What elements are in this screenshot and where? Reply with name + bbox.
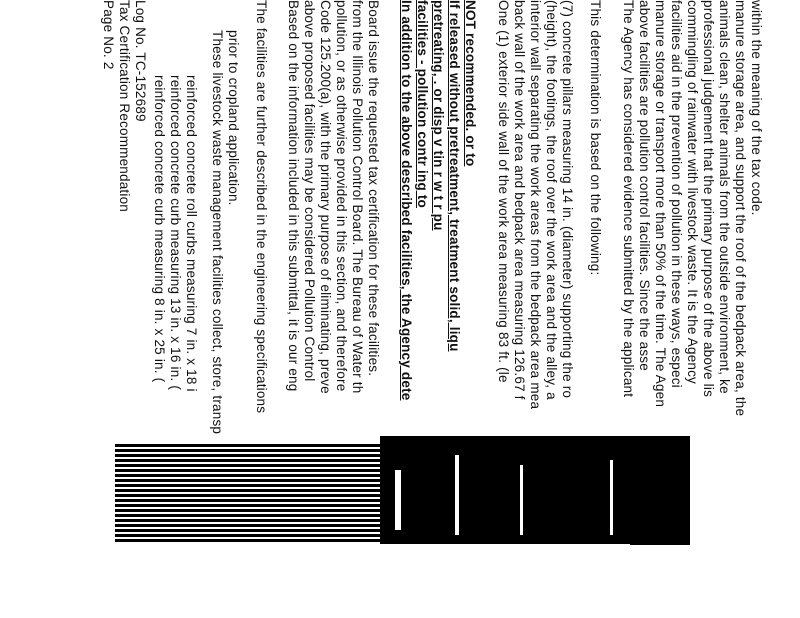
item-line: reinforced concrete roll curbs measuring 7 in. x 18 i xyxy=(184,75,199,392)
paragraph-line: (7) concrete pillars measuring 14 in. (diameter) supporting the ro xyxy=(560,0,575,399)
paragraph-line: above proposed facilities may be considered Pollution Control xyxy=(302,0,317,382)
paragraph-line: NOT recommended. or to xyxy=(463,0,478,167)
log-number: Log No. TC-152689 xyxy=(133,0,148,122)
paragraph-line: The Agency has considered evidence submitted by the applicant xyxy=(621,0,636,398)
paragraph-line: facilities aid in the prevention of pollution in these ways, especi xyxy=(669,0,684,388)
paragraph-line: prior to cropland application. xyxy=(226,30,241,206)
item-line: reinforced concrete curb measuring 13 in. x 16 in. ( xyxy=(168,75,183,391)
scan-speck xyxy=(455,455,459,535)
paragraph-line: facilities - pollution contr ing to xyxy=(415,0,430,208)
paragraph-line: Based on the information included in this submittal, it is our eng xyxy=(286,0,301,392)
scan-speck xyxy=(610,460,613,535)
paragraph-line: manure storage or transport more than 50% of the time. The Agen xyxy=(653,0,668,408)
paragraph-line: One (1) exterior side wall of the work area measuring 83 ft. (le xyxy=(496,0,511,383)
paragraph-line: pretreating, . or disp v tin r w t r pu xyxy=(431,0,446,231)
paragraph-line: If released without pretreatment, treatment solid, liqu xyxy=(447,0,462,352)
paragraph-line: back wall of the work area and bedpack area measuring 126.67 f xyxy=(512,0,527,400)
paragraph-line: professional judgement that the primary purpose of the above lis xyxy=(701,0,716,398)
paragraph-line: In addition to the above described facilities, the Agency dete xyxy=(399,0,414,401)
paragraph-line: interior wall separating the work areas from the bedpack area mea xyxy=(528,0,543,410)
paragraph-line: These livestock waste management facilities collect, store, transp xyxy=(210,30,225,435)
scan-speck xyxy=(520,465,523,535)
paragraph-line: This determination is based on the following: xyxy=(588,0,603,276)
paragraph-line: within the meaning of the tax code. xyxy=(749,0,764,216)
document-title: Tax Certification Recommendation xyxy=(117,0,132,212)
paragraph-line: The facilities are further described in the engineering specifications xyxy=(254,0,269,414)
paragraph-line: commingling of rainwater with livestock waste. It is the Agency xyxy=(685,0,700,385)
paragraph-line: Code 125.200(a), with the primary purpose of eliminating, preve xyxy=(318,0,333,394)
paragraph-line: Board issue the requested tax certification for these facilities. xyxy=(366,0,381,377)
page-number: Page No. 2 xyxy=(101,0,116,70)
paragraph-line: above facilities are pollution control facilities. Since the asse xyxy=(637,0,652,371)
redaction-block xyxy=(115,442,380,542)
paragraph-line: from the Illinois Pollution Control Board. The Bureau of Water th xyxy=(350,0,365,394)
scan-speck xyxy=(395,470,401,530)
paragraph-line: manure storage area, and support the roof of the bedpack area, the xyxy=(733,0,748,417)
paragraph-line: pollution, or as otherwise provided in this section, and therefore xyxy=(334,0,349,392)
paragraph-line: (height), the footings, the roof over the work area and the alley, a xyxy=(544,0,559,400)
redaction-block xyxy=(630,470,690,545)
item-line: reinforced concrete curb measuring 8 in. x 25 in. ( xyxy=(152,75,167,383)
paragraph-line: animals clean, shelter animals from the outside environment, ke xyxy=(717,0,732,394)
